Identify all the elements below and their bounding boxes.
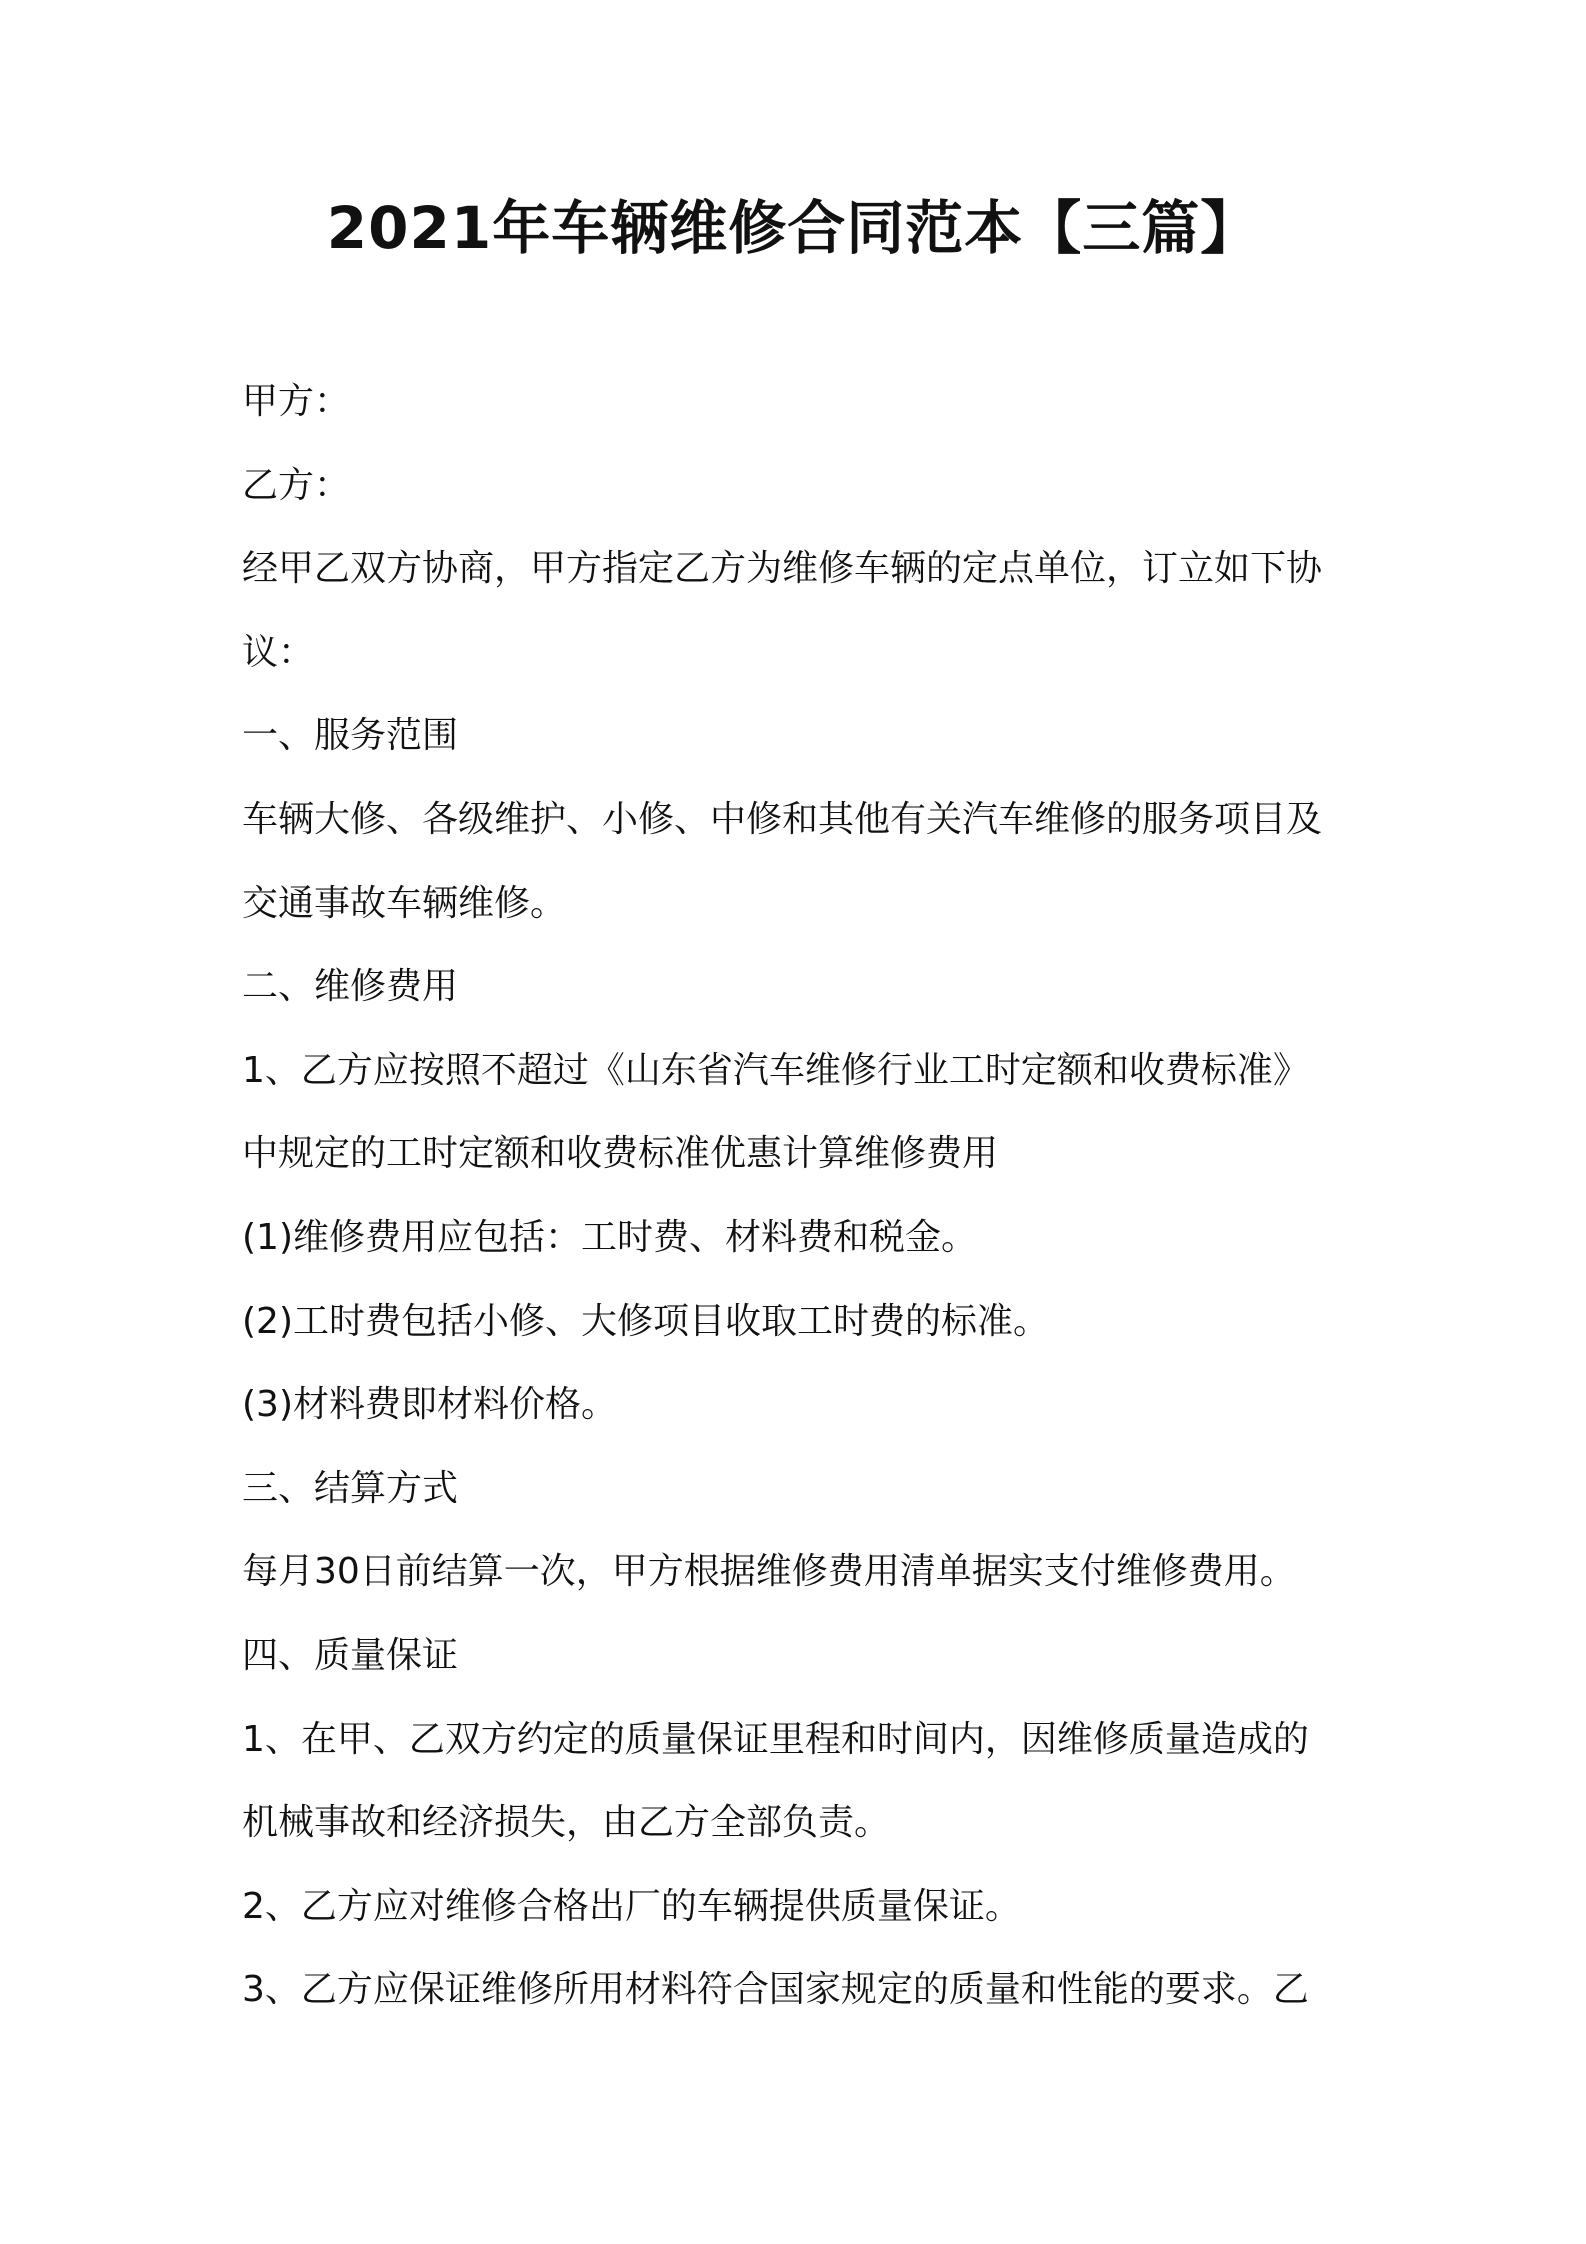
intro-paragraph-line-1: 经甲乙双方协商，甲方指定乙方为维修车辆的定点单位，订立如下协	[242, 548, 1323, 590]
party-a-line: 甲方：	[242, 381, 351, 422]
quality-clause-3-line-1: 3、乙方应保证维修所用材料符合国家规定的质量和性能的要求。乙	[242, 1969, 1309, 2011]
quality-clause-1-line-1: 1、在甲、乙双方约定的质量保证里程和时间内，因维修质量造成的	[242, 1718, 1309, 1760]
fee-item-2: (2)工时费包括小修、大修项目收取工时费的标准。	[242, 1300, 1049, 1342]
section-heading-service-scope: 一、服务范围	[242, 715, 459, 757]
settlement-line: 每月30日前结算一次，甲方根据维修费用清单据实支付维修费用。	[242, 1551, 1296, 1593]
quality-clause-2: 2、乙方应对维修合格出厂的车辆提供质量保证。	[242, 1885, 1021, 1927]
fee-item-1: (1)维修费用应包括：工时费、材料费和税金。	[242, 1216, 977, 1258]
party-b-line: 乙方：	[242, 464, 351, 506]
section-heading-settlement: 三、结算方式	[242, 1467, 459, 1509]
fee-clause-1-line-1: 1、乙方应按照不超过《山东省汽车维修行业工时定额和收费标准》	[242, 1049, 1309, 1091]
service-scope-line-1: 车辆大修、各级维护、小修、中修和其他有关汽车维修的服务项目及	[242, 798, 1323, 840]
service-scope-line-2: 交通事故车辆维修。	[242, 882, 567, 924]
document-title: 2021年车辆维修合同范本【三篇】	[326, 194, 1260, 262]
section-heading-repair-fees: 二、维修费用	[242, 966, 459, 1008]
section-heading-quality-guarantee: 四、质量保证	[242, 1634, 459, 1676]
document-body	[242, 360, 1362, 2032]
fee-item-3: (3)材料费即材料价格。	[242, 1384, 617, 1426]
quality-clause-1-line-2: 机械事故和经济损失，由乙方全部负责。	[242, 1802, 891, 1844]
intro-paragraph-line-2: 议：	[242, 631, 315, 673]
fee-clause-1-line-2: 中规定的工时定额和收费标准优惠计算维修费用	[242, 1133, 999, 1175]
